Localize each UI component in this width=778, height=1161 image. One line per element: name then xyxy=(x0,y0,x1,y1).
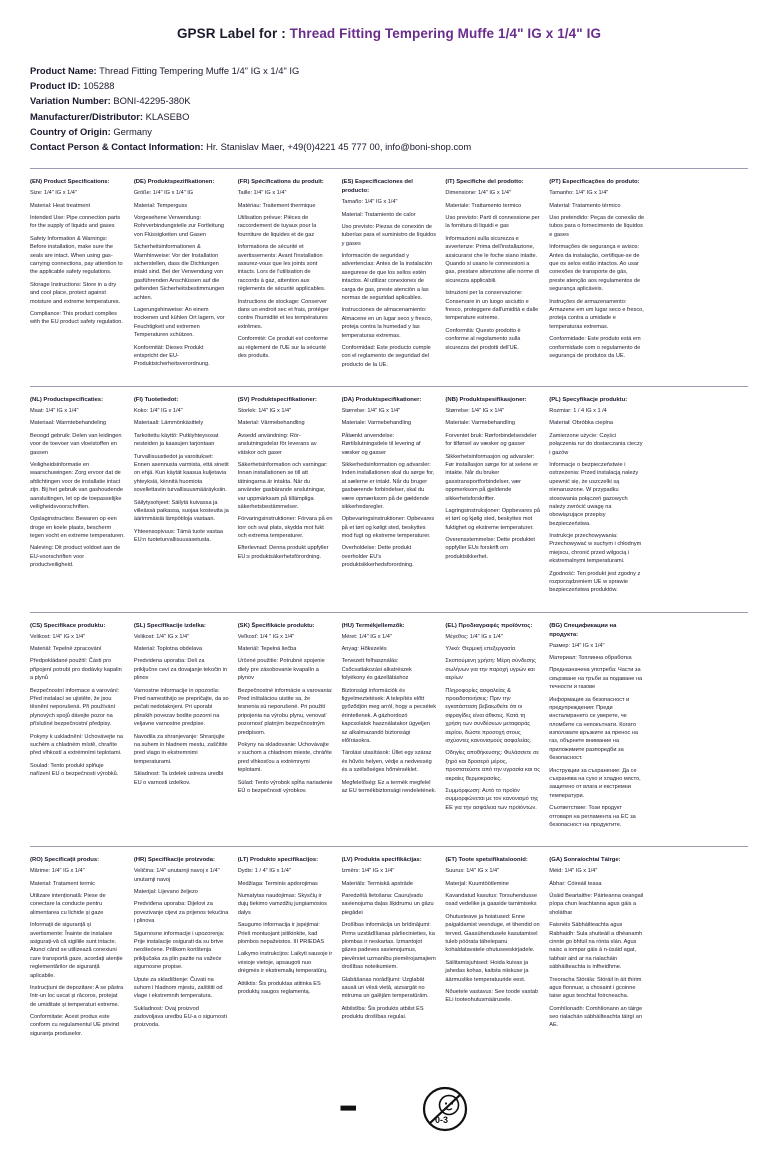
spec-line: Storlek: 1/4" IG x 1/4" xyxy=(237,408,292,415)
spec-line: Instrukcje przechowywania: Przechowywać w suchym i chłodnym miejscu, chronić przed wilgocią i ekstremalnymi temperaturami. xyxy=(549,533,642,565)
spec-line: Kavandatud kasutus: Torsuhendusse osad vedelike ja gaaside tarnimiseks xyxy=(445,893,538,908)
spec-line: Predvidena uporaba: Deli za priključne cevi za dovajanje tekočin in plinov xyxy=(133,658,228,682)
spec-line: Uso pretendido: Peças de conexão de tubos para o fornecimento de líquidos e gases xyxy=(549,215,645,238)
spec-line: Materijal: Lijevano željezo xyxy=(133,889,198,895)
spec-cell-pl xyxy=(549,396,644,604)
spec-line: Förvaringsinstruktioner: Förvara på en torr och sval plats, skydda mot fukt och extrema temperaturer. xyxy=(237,516,333,540)
spec-heading: (ES) Especificaciones del producto: xyxy=(341,179,413,195)
spec-line: Informații de siguranță și avertismente: Înainte de instalare asigurați-vă că sigiliile sunt intacte. Atunci când se utilizează conexiuni care transportă gaze, acordați atenție reglementărilor de siguranță aplicabile. xyxy=(30,922,123,979)
meta-row-manufacturer xyxy=(30,109,748,124)
spec-line: Conformidade: Este produto está em conformidade com o regulamento de segurança de produtos da UE. xyxy=(549,336,641,359)
meta-row-product-name xyxy=(30,63,748,78)
spec-cell-de xyxy=(134,178,229,378)
spec-line: Méret: 1/4" IG x 1/4" xyxy=(341,633,392,640)
spec-line: Πληροφορίες ασφαλείας & προειδοποιήσεις: Πριν την εγκατάσταση βεβαιωθείτε ότι οι σφραγίδες είναι άθικτες. Κατά τη χρήση των συνδέσεων μεταφοράς αερίου, δώστε προσοχή στους ισχύοντες κανονισμούς ασφαλείας. xyxy=(445,687,532,744)
spec-line: Materiale: Varmebehandling xyxy=(445,420,515,427)
spec-line: Sikkerhedsinformation og advarsler: Inden installationen skal du sørge for, at sælerne er intakt. Når du bruger gasbærende forbindelser, skal du være opmærksom på de gældende sikkerhedsregler. xyxy=(341,461,435,510)
spec-heading: (LT) Produkto specifikacijos: xyxy=(237,857,319,864)
spec-line: Predviđena uporaba: Dijelovi za povezivanje cijevi za prijenos tekućina i plinova xyxy=(133,901,229,925)
spec-line: Atbilstība: Šis produkts atbilst ES produktu drošības regulai. xyxy=(341,1005,424,1021)
spec-line: Säkerhetsinformation och varningar: Innan installationen se till att tätningarna är intakta. När du använder gasbärande anslutningar, var uppmärksam på tillämpliga säkerhetsbestämmelser. xyxy=(237,461,328,510)
spec-line: Materiál: Tepelná liečba xyxy=(237,646,297,653)
spec-line: Material: Tratamento térmico xyxy=(549,202,621,209)
spec-line: Størrelse: 1/4" IG x 1/4" xyxy=(445,408,505,415)
spec-line: Maat: 1/4" IG x 1/4" xyxy=(30,408,79,415)
spec-line: Sikkerhetsinformasjon og advarsler: Før installasjon sørge for at selene er intakte. Når du bruker gasstransportforbindelser, vær oppmerksom på gjeldende sikkerhetsforskrifter. xyxy=(445,453,539,502)
spec-heading: (BG) Спецификации на продукта: xyxy=(549,622,617,638)
spec-heading: (HU) Termékjellemzők: xyxy=(341,622,405,629)
spec-line: Naleving: Dit product voldoet aan de EU-voorschriften voor productveiligheid. xyxy=(30,545,121,569)
spec-line: Utilisation prévue: Pièces de raccordement de tuyaux pour la fourniture de liquides et de gaz xyxy=(237,215,317,238)
spec-cell-sk xyxy=(238,622,333,839)
spec-line: Beoogd gebruik: Delen van leidingen voor de toevoer van vloeistoffen en gassen xyxy=(30,432,122,456)
spec-line: Material: Tratamiento de calor xyxy=(341,211,416,218)
spec-row-3 xyxy=(30,622,748,839)
spec-line: Οδηγίες αποθήκευσης: Φυλάσσετε σε ξηρό και δροσερό μέρος, προστατεύστε από την υγρασία και τις ακραίες θερμοκρασίες. xyxy=(445,750,540,782)
spec-line: Materiał: Obróbka cieplna xyxy=(549,420,614,427)
spec-line: Mărime: 1/4" IG x 1/4" xyxy=(30,868,85,875)
spec-line: Laikymo instrukcijos: Laikyti sausoje ir vėsioje vietoje, apsaugoti nuo drėgmės ir ekstremalių temperatūrų. xyxy=(237,951,333,975)
spec-line: Ábhar: Cóireáil teasa xyxy=(549,880,602,887)
spec-heading: (PT) Especificações do produto: xyxy=(549,179,640,186)
spec-line: Sukladnost: Ovaj proizvod zadovoljava uredbu EU-a o sigurnosti proizvoda. xyxy=(133,1005,227,1029)
spec-line: Informazioni sulla sicurezza e avvertenze: Prima dell'installazione, assicurarsi che le foche siano intatte. Quando si usano le connessioni a gas, prestare attenzione alle norme di sicurezza applicabili. xyxy=(445,235,540,284)
spec-line: Размер: 1/4" IG x 1/4" xyxy=(549,642,605,649)
spec-line: Предназначена употреба: Части за свързване на тръби за подаване на течности и газове xyxy=(549,667,643,691)
spec-line: Opbevaringsinstruktioner: Opbevares på et tørt og køligt sted, beskyttes mod fugt og ekstreme temperaturer. xyxy=(341,516,435,540)
spec-line: Informations de sécurité et avertissements: Avant l'installation assurez-vous que les joints sont intacts. Lors de l'utilisation de raccords à gaz, attention aux règlements de sécurité applicables. xyxy=(237,244,326,293)
meta-value: 105288 xyxy=(83,80,115,92)
spec-line: Säilitamisjuhised: Hoida kuivas ja jahedas kohas, kaitsta niiskuse ja äärmuslike temperatuuride eest. xyxy=(445,959,529,983)
spec-line: Navodila za shranjevanje: Shranjujte na suhem in hladnem mestu, zaščitite pred vlago in ekstremnimi temperaturami. xyxy=(133,733,228,765)
spec-heading: (NL) Productspecificaties: xyxy=(30,397,103,404)
spec-heading: (HR) Specifikacije proizvoda: xyxy=(133,857,216,864)
marks-row xyxy=(30,1073,748,1145)
spec-line: Bezpečnostné informácie a varovania: Pred inštaláciou uistite sa, že tesnenia sú neporušené. Pri použití pripojenia na výrobu plynu, venovať pozornosť platným bezpečnostným predpisom. xyxy=(237,687,333,736)
spec-line: Σκοπούμενη χρήση: Μέρη σύνδεσης σωλήνων για την παροχή υγρών και αερίων xyxy=(445,658,536,682)
spec-line: Intended Use: Pipe connection parts for the supply of liquids and gases xyxy=(30,215,121,230)
spec-line: Size: 1/4" IG x 1/4" xyxy=(30,190,77,197)
spec-line: Storage Instructions: Store in a dry and cool place, protect against moisture and extreme temperatures. xyxy=(30,281,121,305)
meta-label: Variation Number: xyxy=(30,95,111,107)
spec-line: Uso previsto: Piezas de conexión de tuberías para el suministro de líquidos y gases xyxy=(341,223,437,247)
spec-heading: (LV) Produkta specifikācijas: xyxy=(341,857,422,864)
spec-cell-empty xyxy=(653,396,748,604)
title-prefix: GPSR Label for : xyxy=(176,26,286,41)
spec-line: Megfelelőség: Ez a termék megfelel az EU termékbiztonsági rendeletének. xyxy=(341,779,437,794)
spec-line: Bezpečnostní informace a varování: Před instalací se ujistěte, že jsou těsnění neporušená. Při používání plynových spojů dávejte pozor na příslušné bezpečnostní předpisy. xyxy=(30,687,120,728)
meta-label: Country of Origin: xyxy=(30,125,111,137)
divider-top xyxy=(30,168,748,169)
spec-line: Taille: 1/4" IG x 1/4" xyxy=(237,190,287,197)
spec-line: Atitiktis: Šis produktas atitinka ES produktų saugos reglamentą. xyxy=(237,980,321,995)
spec-cell-empty xyxy=(653,178,748,378)
spec-heading: (FR) Spécifications du produit: xyxy=(237,179,324,186)
spec-heading: (DE) Produktspezifikationen: xyxy=(133,179,215,186)
divider-2 xyxy=(30,612,748,613)
spec-line: Suurus: 1/4" IG x 1/4" xyxy=(445,868,500,875)
spec-line: Veľkosť: 1/4 " IG x 1/4" xyxy=(237,633,295,640)
spec-line: Información de seguridad y advertencias: Antes de la instalación asegurese de que los sellos estén intactos. Al utilizar conexiones de carga de gas, preste atención a las normas de seguridad aplicables. xyxy=(341,253,433,302)
spec-cell-ga xyxy=(549,856,644,1047)
spec-heading: (SK) Špecifikácie produktu: xyxy=(237,622,315,629)
spec-heading: (EN) Product Specifications: xyxy=(30,179,110,186)
spec-line: Συμμόρφωση: Αυτό το προϊόν συμμορφώνεται με τον κανονισμό της ΕΕ για την ασφάλεια των προϊόντων. xyxy=(445,787,539,811)
spec-line: Instrucciones de almacenamiento: Almacene en un lugar seco y fresco, proteja contra la humedad y las temperaturas extremas. xyxy=(341,307,433,339)
spec-line: Инструкции за съхранение: Да се съхранява на сухо и хладно място, защитено от влага и екстремни температури. xyxy=(549,767,641,799)
meta-value: Germany xyxy=(113,125,152,137)
spec-line: Materiaal: Warmtebehandeling xyxy=(30,420,106,427)
spec-line: Materjal: Kuumtöötlemine xyxy=(445,880,509,887)
spec-line: Påtænkt anvendelse: Rørtilslutningsdele til levering af væsker og gasser xyxy=(341,432,421,456)
spec-cell-it xyxy=(445,178,540,378)
spec-line: Υλικό: Θερμική επεξεργασία xyxy=(445,646,516,653)
spec-line: Ohutusteave ja hoiatused: Enne paigaldamist veenduge, et tihendid on terved. Gaasühendusele kasutamisel tuleb pöörata tähelepanu kohaldatavatele ohutuseeskirjadele. xyxy=(445,913,540,954)
spec-line: Информация за безопасност и предупреждения: Преди инсталирането се уверете, че пломбите са непокътнати. Когато използвате връзките за пренос на газ, обърнете внимание на приложимите разпоредби за безопасност. xyxy=(549,696,638,762)
spec-line: Velikost: 1/4" IG x 1/4" xyxy=(30,633,86,640)
spec-cell-cs xyxy=(30,622,125,839)
spec-line: Medžiaga: Terminis apdorojimas xyxy=(237,880,318,887)
spec-cell-en xyxy=(30,178,125,378)
compliance-marks-footer xyxy=(30,1073,748,1151)
spec-line: Material: Temperguss xyxy=(133,202,188,209)
spec-line: Compliance: This product complies with the EU product safety regulation. xyxy=(30,310,123,326)
spec-line: Conformitate: Acest produs este conform cu regulamentul UE privind siguranța produselor. xyxy=(30,1014,119,1037)
spec-line: Biztonsági információk és figyelmeztetések: A telepítés előtt győződjön meg arról, hogy a pecsétek érintetlenek. A gázhordozó kapcsolatok használatakor ügyeljen az alkalmazandó biztonsági előírásokra. xyxy=(341,687,437,744)
spec-line: Avsedd användning: Rör-anslutningsdelar för leverans av vätskor och gaser xyxy=(237,432,317,456)
spec-line: Koko: 1/4" IG x 1/4" xyxy=(133,408,183,415)
spec-line: Tervezett felhasználás: Csőcsatlakozási alkatrészek folyékony és gázellátáshoz xyxy=(341,658,412,682)
spec-line: Materiaali: Lämmönkäsittely xyxy=(133,420,204,427)
spec-line: Dydis: 1 / 4" IG x 1/4" xyxy=(237,868,291,875)
spec-line: Faisnéis Sábháilteachta agus Rabhaidh: Sula shuiteáil a dhéanamh cinnte go bhfuil na rónta slán. Agus naisc a iompar gáis á n-úsáid agat, tabhair aird ar na rialacháin sábháilteachta is infheidhme. xyxy=(549,922,643,971)
meta-label: Manufacturer/Distributor: xyxy=(30,110,144,122)
spec-line: Soulad: Tento produkt splňuje nařízení EU o bezpečnosti výrobků. xyxy=(30,762,119,778)
spec-line: Overholdelse: Dette produkt overholder EU's produktsikkerhedsforordning. xyxy=(341,545,414,569)
spec-line: Matériau: Traitement thermique xyxy=(237,202,316,209)
spec-line: Materiale: Trattamento termico xyxy=(445,202,522,209)
spec-line: Anyag: Hőkezelés xyxy=(341,646,387,653)
ce-mark-icon xyxy=(304,1088,360,1130)
spec-heading: (FI) Tuotetiedot: xyxy=(133,397,179,404)
spec-cell-ro xyxy=(30,856,125,1047)
spec-cell-et xyxy=(445,856,540,1047)
spec-cell-el xyxy=(445,622,540,839)
spec-line: Předpokládané použití: Části pro připojení potrubí pro dodávky kapalin a plynů xyxy=(30,658,122,682)
spec-heading: (DA) Produktspecifikationer: xyxy=(341,397,422,404)
spec-cell-empty xyxy=(653,856,748,1047)
meta-label: Product Name: xyxy=(30,65,97,76)
meta-row-contact xyxy=(30,139,748,154)
spec-row-4 xyxy=(30,856,748,1047)
spec-line: Tárolási utasítások: Üllet egy száraz és hűvös helyen, védje a nedvesség és a szélsőséges hőmérséklet. xyxy=(341,750,432,774)
spec-heading: (EL) Προδιαγραφές προϊόντος: xyxy=(445,622,533,629)
spec-line: Paredzētā lietošana: Cauruļvadu savienojuma daļas šķidrumu un gāzu piegādei xyxy=(341,893,434,916)
spec-cell-empty xyxy=(653,622,748,839)
spec-line: Материал: Топлинна обработка xyxy=(549,654,632,661)
spec-line: Veličina: 1/4" unutarnji navoj x 1/4" unutarnji navoj xyxy=(133,868,220,883)
spec-cell-es xyxy=(342,178,437,378)
spec-line: Istruzioni per la conservazione: Conservare in un luogo asciutto e fresco, proteggere dall'umidità e dalle temperature estreme. xyxy=(445,290,539,322)
divider-1 xyxy=(30,386,748,387)
spec-line: Dimensione: 1/4" IG x 1/4" xyxy=(445,190,511,197)
spec-cell-lv xyxy=(342,856,437,1047)
spec-line: Overensstemmelse: Dette produktet oppfyller EUs forskrift om produktsikkerhet. xyxy=(445,537,535,560)
meta-row-variation-number xyxy=(30,93,748,108)
spec-line: Numatytas naudojimas: Skysčių ir dujų tiekimo vamzdžių jungiamosios dalys xyxy=(237,893,327,916)
spec-heading: (SV) Produktspecifikationer: xyxy=(237,397,317,404)
spec-line: Forventet bruk: Rørforbindelsesdeler for tilførsel av væsker og gasser xyxy=(445,432,537,448)
spec-cell-fr xyxy=(238,178,333,378)
spec-line: Lagringsinstruksjoner: Oppbevares på et tørt og kjølig sted, beskyttes mot fuktighet og ekstreme temperaturer. xyxy=(445,507,540,531)
spec-cell-fi xyxy=(134,396,229,604)
spec-line: Μέγεθος: 1/4" IG x 1/4" xyxy=(445,633,503,640)
spec-line: Méid: 1/4" IG x 1/4" xyxy=(549,868,598,875)
spec-line: Zgodność: Ten produkt jest zgodny z rozporządzeniem UE w sprawie bezpieczeństwa produktów. xyxy=(549,570,641,594)
spec-line: Veiligheidsinformatie en waarschuwingen: Zorg ervoor dat de afdichtingen voor de installatie intact zijn. Bij het gebruik van gashoudende aansluitingen, let op de toepasselijke veiligheidsvoorschriften. xyxy=(30,461,123,510)
product-meta-block xyxy=(30,63,748,154)
spec-line: Conformidad: Este producto cumple con el reglamento de seguridad del producto de la UE. xyxy=(341,344,431,368)
spec-line: Informações de segurança e avisos: Antes da instalação, certifique-se de que os selos estão intactos. Ao usar conexões de transporte de gás, preste atenção aos regulamentos de segurança aplicáveis. xyxy=(549,244,641,293)
spec-line: Sicherheitsinformationen & Warnhinweise: Vor der Installation sicherstellen, dass die Dichtungen intakt sind. Bei der Verwendung von gasführenden Anschlüssen auf die geltenden Sicherheitsbestimmungen achten. xyxy=(133,244,225,301)
spec-line: Съответствие: Този продукт отговаря на регламента на ЕС за безопасност на продуктите. xyxy=(549,805,636,828)
spec-line: Instructions de stockage: Conserver dans un endroit sec et frais, protéger contre l'humidité et les températures extrêmes. xyxy=(237,298,329,330)
spec-line: Material: Tratament termic xyxy=(30,880,95,887)
spec-line: Pokyny na skladovanie: Uchovávajte v suchom a chladnom mieste, chráňte pred vlhkosťou a extrémnymi teplotami. xyxy=(237,741,332,774)
spec-line: Glabāšanas norādījumi: Uzglabāt sausā un vēsā vietā, aizsargāt no mitruma un galējām temperatūrām. xyxy=(341,976,429,1000)
meta-row-product-id xyxy=(30,78,748,93)
svg-text:0-3: 0-3 xyxy=(435,1115,449,1126)
spec-row-1 xyxy=(30,178,748,378)
spec-line: Nõuetele vastavus: See toode vastab ELi tooteohutusmäärusele. xyxy=(445,988,539,1004)
spec-line: Skladnost: Ta izdelek ustreza uredbi EU o varnosti izdelkov. xyxy=(133,771,224,786)
meta-label: Contact Person & Contact Information: xyxy=(30,141,204,153)
spec-cell-pt xyxy=(549,178,644,378)
no-children-under-3-icon xyxy=(416,1085,474,1133)
meta-label: Product ID: xyxy=(30,80,81,92)
spec-line: Tarkoitettu käyttö: Putkiyhteysosat nesteiden ja kaasujen tarjontaan xyxy=(133,432,219,448)
spec-line: Tamaño: 1/4" IG x 1/4" xyxy=(341,199,398,206)
spec-line: Conformité: Ce produit est conforme au règlement de l'UE sur la sécurité des produits. xyxy=(237,336,328,359)
spec-line: Turvallisuustiedot ja varoitukset: Ennen asennusta varmista, että sinetit on ehjä. Kun käytät kaasua kuljetavia yhteyksiä, kiinnitä huomiota sovellettaviin turvallisuusmääräyksiin. xyxy=(133,453,229,494)
spec-line: Varnostne informacije in opozorila: Pred namestitvijo se prepričajte, da so pečati nedotaknjeni. Pri uporabi plinskih povezav bodite pozorni na veljavne varnostne predpise. xyxy=(133,687,229,728)
spec-line: Safety Information & Warnings: Before installation, make sure the seals are intact. When using gas-carrying connections, pay attention to the applicable safety regulations. xyxy=(30,235,123,276)
meta-value: BONI-42295-380K xyxy=(113,95,191,107)
spec-line: Vorgesehene Verwendung: Rohrverbindungsteile zur Fortleitung von Flüssigkeiten und Gasen xyxy=(133,215,225,238)
divider-3 xyxy=(30,846,748,847)
spec-cell-lt xyxy=(238,856,333,1047)
spec-line: Lagerungshinweise: An einem trockenen und kühlen Ort lagern, vor Feuchtigkeit und extremen Temperaturen schützen. xyxy=(133,306,225,339)
spec-line: Súlad: Tento výrobok spĺňa nariadenie EÚ o bezpečnosti výrobkov. xyxy=(237,779,333,794)
spec-line: Yhteensopivuus: Tämä tuote vastaa EU:n tuoteturvallisuusasetusta. xyxy=(133,528,223,544)
spec-heading: (IT) Specifiche del prodotto: xyxy=(445,179,524,186)
spec-line: Zamierzone użycie: Części połączenia rur do dostarczania cieczy i gazów xyxy=(549,432,643,456)
spec-heading: (NB) Produktspesifikasjoner: xyxy=(445,397,527,404)
spec-heading: (RO) Specificații produs: xyxy=(30,857,100,864)
spec-cell-hr xyxy=(134,856,229,1047)
spec-line: Drošības informācija un brīdinājumi: Pirms uzstādīšanas pārliecinieties, ka plombas ir neskartas. Izmantojot gāzes padeves savienojumus, pievērsiet uzmanību piemērojamajiem drošības noteikumiem. xyxy=(341,922,436,971)
spec-heading: (CS) Specifikace produktu: xyxy=(30,622,106,629)
spec-heading: (PL) Specyfikacje produktu: xyxy=(549,397,628,404)
spec-line: Größe: 1/4" IG x 1/4" IG xyxy=(133,190,194,197)
spec-line: Comhlíonadh: Comhlíonann an táirge seo rialachán sábháilteachta táirgí an AE. xyxy=(549,1005,643,1029)
spec-line: Uso previsto: Parti di connessione per la fornitura di liquidi e gas xyxy=(445,215,540,230)
spec-line: Opslaginstructies: Bewaren op een droge en koele plaats, bescherm tegen vocht en extreme temperaturen. xyxy=(30,516,125,540)
meta-row-country-of-origin xyxy=(30,124,748,139)
spec-line: Conformità: Questo prodotto è conforme al regolamento sulla sicurezza dei prodotti dell'UE. xyxy=(445,327,521,351)
spec-cell-bg xyxy=(549,622,644,839)
spec-line: Konformität: Dieses Produkt entspricht der EU-Produktsicherheitsverordnung. xyxy=(133,344,210,368)
spec-cell-nb xyxy=(445,396,540,604)
spec-line: Materiale: Varmebehandling xyxy=(341,420,412,427)
title-product-name: Thread Fitting Tempering Muffe 1/4" IG x 1/4" IG xyxy=(289,26,602,41)
page-title xyxy=(30,26,748,41)
spec-line: Úsáid Beartaithe: Páirteanna ceangail píopa chun leachtanna agus gáis a sholáthar xyxy=(549,893,644,916)
spec-line: Materiál: Tepelné zpracování xyxy=(30,646,102,653)
spec-cell-nl xyxy=(30,396,125,604)
spec-line: Størrelse: 1/4" IG x 1/4" xyxy=(341,408,401,415)
spec-line: Pokyny k uskladnění: Uchovávejte na suchém a chladném místě, chraňte před vlhkostí a extrémními teplotami. xyxy=(30,733,123,757)
spec-line: Utilizare intenționată: Piese de conectare la conducte pentru alimentarea cu lichide și gaze xyxy=(30,893,106,916)
meta-value: Thread Fitting Tempering Muffe 1/4" IG x 1/4" IG xyxy=(99,65,300,76)
spec-cell-sl xyxy=(134,622,229,839)
spec-line: Informacje o bezpieczeństwie i ostrzeżenia: Przed instalacją należy upewnić się, że uszczelki są nienaruszone. W przypadku stosowania połączeń gazowych należy zwrócić uwagę na obowiązujące przepisy bezpieczeństwa. xyxy=(549,461,639,527)
spec-heading: (SL) Specifikacije izdelka: xyxy=(133,622,206,629)
spec-cell-sv xyxy=(238,396,333,604)
spec-cell-da xyxy=(342,396,437,604)
spec-row-2 xyxy=(30,396,748,604)
spec-line: Material: Toplotna obdelava xyxy=(133,646,203,653)
spec-line: Rozmiar: 1 / 4 IG x 1 /4 xyxy=(549,408,607,415)
spec-line: Sigurnosne informacije i upozorenja: Prije instalacije osigurati da su brtve neoštećene. Prilikom korištenja priključaka za plin pazite na važeće sigurnosne propise. xyxy=(133,930,225,971)
spec-line: Instrucțiuni de depozitare: A se păstra într-un loc uscat și răcoros, protejat de umiditate și temperaturi extreme. xyxy=(30,984,124,1008)
spec-line: Určené použitie: Potrubné spojenie diely pre zásobovanie kvapalín a plynov xyxy=(237,658,325,682)
spec-line: Säilytysohjeet: Säilytä kuivassa ja viileässä paikassa, suojaa kosteutta ja äärimmäisiä lämpötiloja vastaan. xyxy=(133,499,229,523)
spec-line: Saugumo informacija ir įspėjimai: Prieš montuojant įsitikinkite, kad plombos nepažeistos. III PRIEDAS xyxy=(237,922,325,945)
spec-line: Tamanho: 1/4" IG x 1/4" xyxy=(549,190,609,197)
spec-cell-hu xyxy=(342,622,437,839)
spec-line: Material: Heat treatment xyxy=(30,202,91,209)
spec-heading: (GA) Sonraíochtaí Táirge: xyxy=(549,857,621,864)
spec-heading: (ET) Toote spetsifikatsioonid: xyxy=(445,857,528,864)
meta-value: Hr. Stanislav Maer, +49(0)4221 45 777 00, info@boni-shop.com xyxy=(206,141,472,153)
spec-line: Materiāls: Termiskā apstrāde xyxy=(341,880,413,887)
spec-line: Efterlevnad: Denna produkt uppfyller EU:s produktsäkerhetsförordning. xyxy=(237,545,329,560)
spec-line: Instruções de armazenamento: Armazene em um lugar seco e fresco, proteja contra a umidade e temperaturas extremas. xyxy=(549,298,644,330)
spec-line: Treoracha Stórála: Stóráil in áit thirim agus fionnuar, a chosaint i gcoinne taise agus teochtaí foircneacha. xyxy=(549,976,642,1000)
meta-value: KLASEBO xyxy=(145,110,190,122)
spec-line: Izmērs: 1/4" IG x 1/4" xyxy=(341,868,395,875)
spec-line: Velikost: 1/4" IG x 1/4" xyxy=(133,633,190,640)
spec-line: Material: Värmebehandling xyxy=(237,420,305,427)
spec-line: Upute za skladištenje: Čuvati na suhom i hladnom mjestu, zaštititi od vlage i ekstremnih temperatura. xyxy=(133,976,223,1000)
